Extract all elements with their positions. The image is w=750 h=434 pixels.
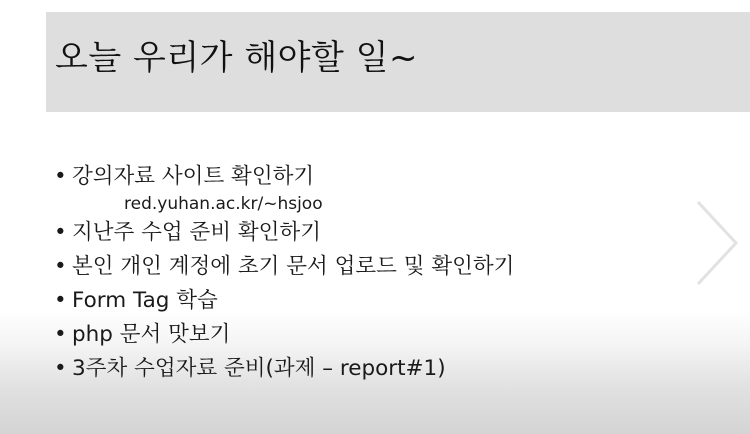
list-item-text: Form Tag 학습 (72, 288, 218, 313)
bullet-dot: • (54, 322, 67, 347)
bullet-dot: • (54, 164, 67, 189)
slide-title: 오늘 우리가 해야할 일~ (55, 38, 419, 78)
chevron-right-icon (694, 198, 740, 288)
list-item-text: 지난주 수업 준비 확인하기 (72, 220, 321, 245)
list-item-text: 본인 개인 계정에 초기 문서 업로드 및 확인하기 (72, 254, 515, 279)
list-item-text: 3주차 수업자료 준비(과제 – report#1) (72, 356, 446, 381)
list-item-text: 강의자료 사이트 확인하기 (72, 164, 315, 189)
bullet-dot: • (54, 220, 67, 245)
next-slide-button[interactable] (694, 198, 740, 288)
bullet-dot: • (54, 288, 67, 313)
list-item-sub-link (54, 193, 514, 215)
list-item (54, 252, 514, 281)
bullet-list (54, 162, 514, 388)
list-item-text: php 문서 맛보기 (72, 322, 231, 347)
list-item (54, 354, 514, 383)
list-item (54, 162, 514, 191)
list-item (54, 286, 514, 315)
list-item (54, 218, 514, 247)
bullet-dot: • (54, 254, 67, 279)
site-url: red.yuhan.ac.kr/~hsjoo (124, 194, 323, 214)
title-bar (46, 12, 750, 112)
bullet-dot: • (54, 356, 67, 381)
list-item (54, 320, 514, 349)
